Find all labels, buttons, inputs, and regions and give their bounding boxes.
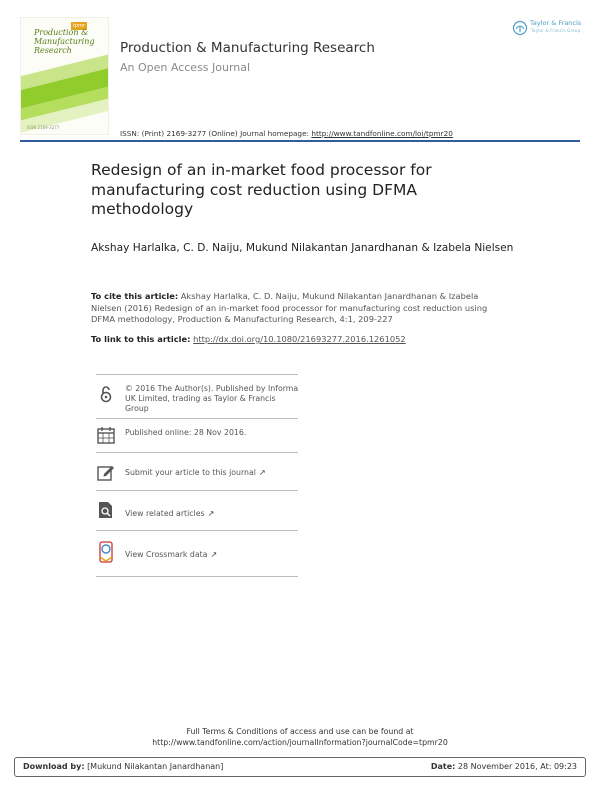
header-divider — [20, 140, 580, 142]
journal-cover-image — [20, 17, 109, 135]
divider — [96, 374, 298, 375]
issn-text: ISSN: (Print) 2169-3277 (Online) Journal homepage: — [120, 129, 312, 138]
issn-line — [120, 129, 453, 138]
external-link-icon: ↗ — [207, 509, 215, 518]
crossmark-row[interactable] — [96, 540, 296, 566]
journal-homepage-link[interactable]: http://www.tandfonline.com/loi/tpmr20 — [311, 129, 453, 138]
submit-article-label[interactable]: Submit your article to this journal — [125, 468, 256, 477]
download-date-value: 28 November 2016, At: 09:23 — [457, 762, 577, 771]
download-date-label: Date: — [430, 762, 456, 771]
submit-article-row[interactable] — [96, 462, 296, 484]
citation-label: To cite this article: — [91, 291, 179, 301]
crossmark-link[interactable] — [125, 550, 301, 560]
related-articles-label[interactable]: View related articles — [125, 509, 205, 518]
cover-badge: tpmr — [73, 23, 86, 29]
search-document-icon — [96, 500, 116, 520]
calendar-icon — [96, 425, 116, 445]
license-row — [96, 384, 299, 416]
open-access-icon — [96, 384, 116, 404]
submit-article-link[interactable] — [125, 468, 301, 478]
published-row — [96, 425, 296, 447]
terms-text: Full Terms & Conditions of access and use can be found at — [186, 727, 414, 736]
external-link-icon: ↗ — [258, 468, 266, 477]
publisher-logo[interactable] — [512, 18, 580, 38]
download-info-bar — [14, 757, 586, 777]
edit-icon — [96, 462, 116, 482]
article-authors: Akshay Harlalka, C. D. Naiju, Mukund Nilakantan Janardhanan & Izabela Nielsen — [91, 242, 514, 254]
divider — [96, 452, 298, 453]
downloaded-by — [23, 762, 223, 771]
citation-text: Akshay Harlalka, C. D. Naiju, Mukund Nilakantan Janardhanan & Izabela Nielsen (2016) Redesign of an in-market food processor for manufacturing cost reduction using DFMA methodology, Production & Manufacturing Research, 4:1, 209-227 — [91, 291, 488, 324]
citation-block — [91, 291, 511, 326]
published-date-text: Published online: 28 Nov 2016. — [125, 428, 247, 437]
divider — [96, 418, 298, 419]
journal-title: Production & Manufacturing Research — [120, 40, 375, 56]
external-link-icon: ↗ — [210, 550, 218, 559]
downloaded-by-label: Download by: — [23, 762, 85, 771]
publisher-logo-icon — [512, 20, 528, 36]
doi-link[interactable]: http://dx.doi.org/10.1080/21693277.2016.1261052 — [193, 334, 406, 344]
terms-note — [90, 726, 510, 748]
divider — [96, 576, 298, 577]
related-articles-link[interactable] — [125, 509, 301, 519]
license-text: © 2016 The Author(s). Published by Informa UK Limited, trading as Taylor & Francis Group — [125, 384, 299, 413]
article-title: Redesign of an in-market food processor for manufacturing cost reduction using DFMA methodology — [91, 161, 432, 218]
terms-link[interactable]: http://www.tandfonline.com/action/journalInformation?journalCode=tpmr20 — [152, 738, 448, 747]
divider — [96, 530, 298, 531]
cover-footer: ISSN 2169-3277 — [27, 125, 60, 130]
link-label: To link to this article: — [91, 334, 191, 344]
publisher-name: Taylor & Francis — [530, 19, 582, 27]
cover-title: Production & Manufacturing Research — [34, 28, 95, 55]
downloaded-by-value: [Mukund Nilakantan Janardhanan] — [87, 762, 224, 771]
publisher-group: Taylor & Francis Group — [531, 28, 581, 33]
download-date — [431, 762, 577, 771]
article-link-line — [91, 334, 406, 344]
crossmark-label[interactable]: View Crossmark data — [125, 550, 208, 559]
journal-subtitle: An Open Access Journal — [120, 61, 251, 74]
divider — [96, 490, 298, 491]
crossmark-icon — [96, 540, 116, 566]
related-articles-row[interactable] — [96, 500, 296, 524]
